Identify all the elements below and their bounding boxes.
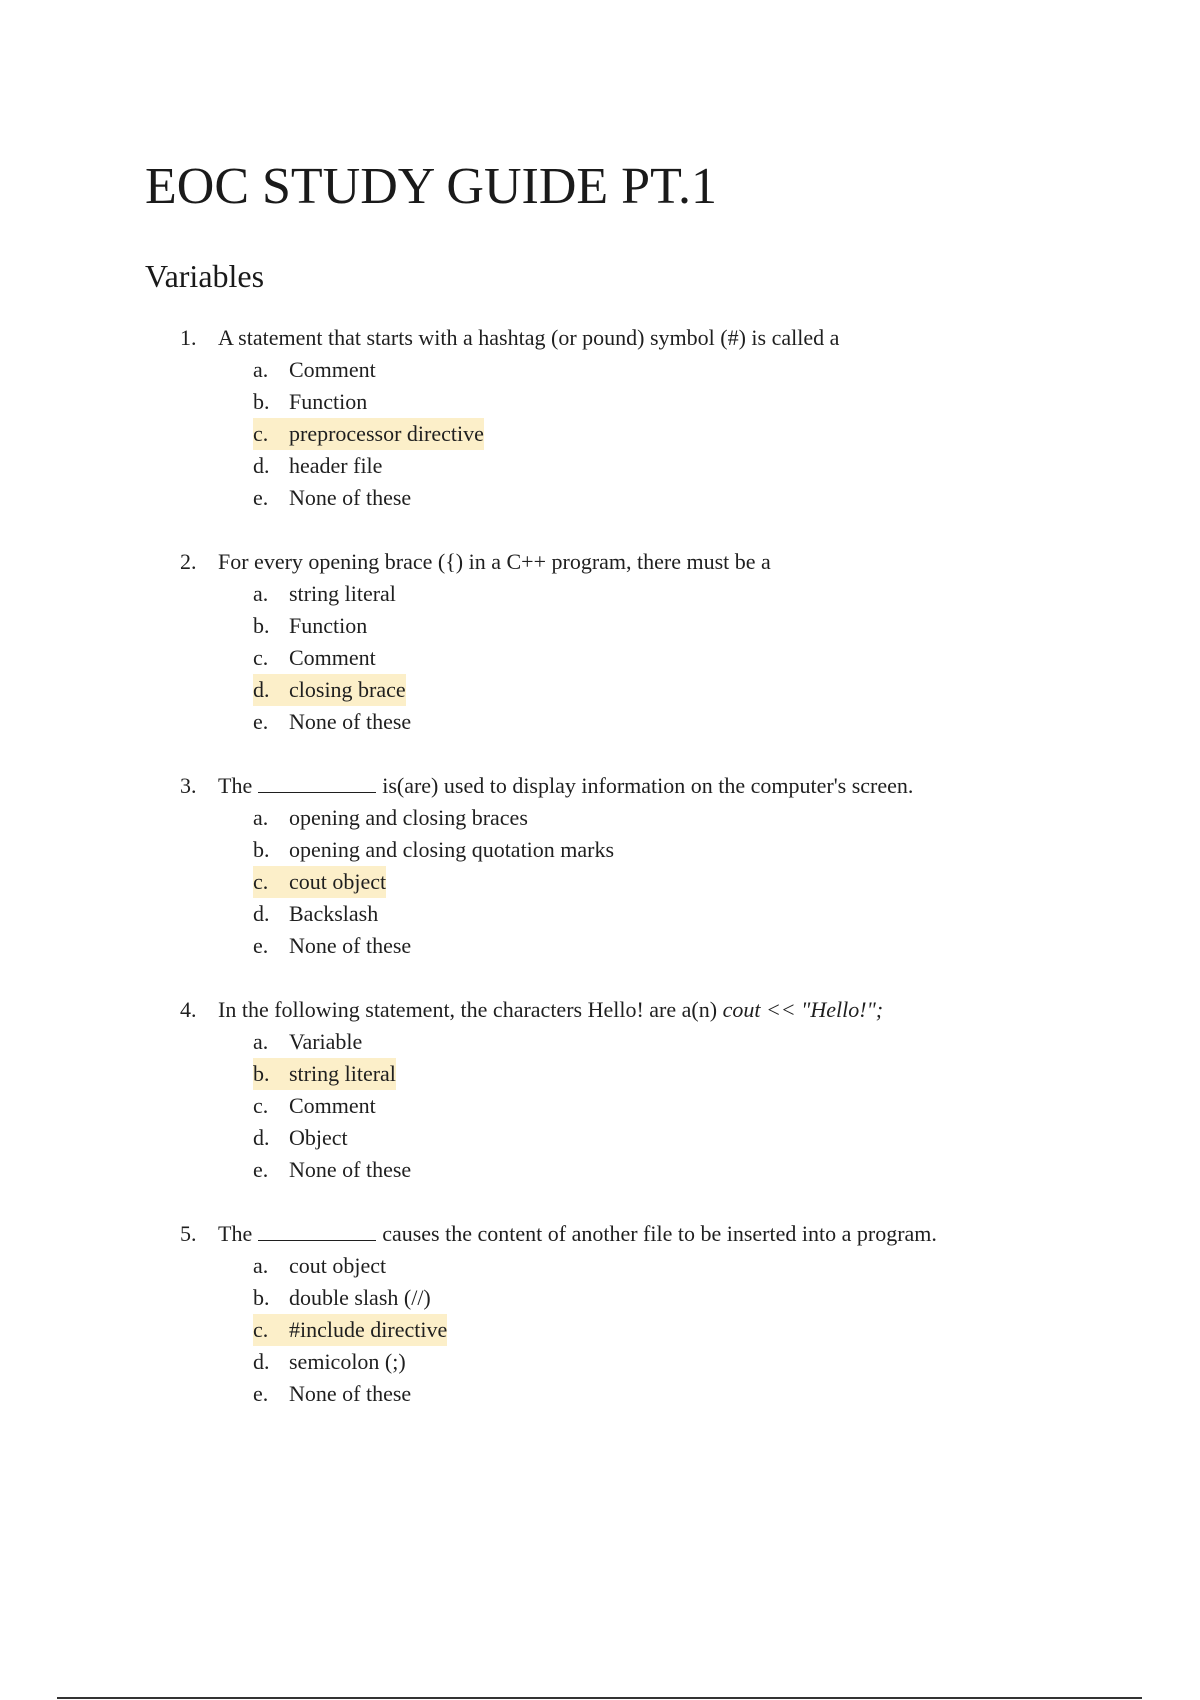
option-list: [180, 1026, 1080, 1186]
option-letter: e.: [253, 709, 269, 734]
option-letter: b.: [253, 389, 270, 414]
option-c: [253, 1090, 1080, 1122]
option-d: [253, 1346, 1080, 1378]
option-letter: b.: [253, 1285, 270, 1310]
question-stem: [180, 994, 1080, 1026]
option-text: #include directive: [289, 1317, 448, 1342]
option-b: [253, 386, 1080, 418]
question-text: For every opening brace ({) in a C++ program, there must be a: [218, 549, 771, 574]
option-b: [253, 610, 1080, 642]
option-text: opening and closing quotation marks: [289, 837, 615, 862]
option-text: Comment: [289, 1093, 376, 1118]
question-text-after: causes the content of another file to be inserted into a program.: [382, 1221, 937, 1246]
option-e: [253, 930, 1080, 962]
option-e: [253, 706, 1080, 738]
option-text: cout object: [289, 1253, 387, 1278]
option-text: Function: [289, 613, 368, 638]
option-text: Comment: [289, 645, 376, 670]
option-a: [253, 802, 1080, 834]
option-text: preprocessor directive: [289, 421, 484, 446]
option-c: [253, 418, 1080, 450]
question-text-after: is(are) used to display information on the computer's screen.: [382, 773, 914, 798]
option-d: [253, 1122, 1080, 1154]
question-list: [180, 322, 1080, 1442]
option-text: Object: [289, 1125, 348, 1150]
question-number: 2.: [180, 549, 197, 574]
option-letter: a.: [253, 1253, 269, 1278]
question-text: A statement that starts with a hashtag (or pound) symbol (#) is called a: [218, 325, 840, 350]
option-text: semicolon (;): [289, 1349, 406, 1374]
option-b: [253, 1058, 1080, 1090]
code-snippet: cout << "Hello!";: [722, 997, 884, 1022]
option-letter: a.: [253, 581, 269, 606]
option-d: [253, 450, 1080, 482]
option-d: [253, 674, 1080, 706]
question-stem: [180, 1218, 1080, 1250]
question-text-before: The: [218, 1221, 253, 1246]
option-text: Function: [289, 389, 368, 414]
option-letter: d.: [253, 453, 270, 478]
option-letter: b.: [253, 1061, 270, 1086]
option-letter: e.: [253, 485, 269, 510]
question-number: 4.: [180, 997, 197, 1022]
question-stem: [180, 546, 1080, 578]
question-number: 1.: [180, 325, 197, 350]
option-d: [253, 898, 1080, 930]
option-letter: b.: [253, 613, 270, 638]
question-text-before: The: [218, 773, 253, 798]
fill-in-blank: [258, 1220, 376, 1241]
option-text: None of these: [289, 1381, 412, 1406]
question-stem: [180, 322, 1080, 354]
question-number: 5.: [180, 1221, 197, 1246]
question-1: [180, 322, 1080, 514]
option-letter: c.: [253, 1317, 269, 1342]
option-letter: c.: [253, 869, 269, 894]
question-text-main: In the following statement, the characters Hello! are a(n): [218, 997, 718, 1022]
option-text: Variable: [289, 1029, 363, 1054]
option-e: [253, 482, 1080, 514]
option-letter: d.: [253, 1349, 270, 1374]
section-heading: Variables: [145, 258, 265, 294]
footer-divider: [57, 1697, 1142, 1699]
option-e: [253, 1154, 1080, 1186]
option-letter: d.: [253, 677, 270, 702]
question-text: [218, 1218, 937, 1250]
option-text: Comment: [289, 357, 376, 382]
option-b: [253, 834, 1080, 866]
option-letter: a.: [253, 805, 269, 830]
option-a: [253, 354, 1080, 386]
option-letter: a.: [253, 357, 269, 382]
question-3: [180, 770, 1080, 962]
option-text: cout object: [289, 869, 387, 894]
option-text: string literal: [289, 581, 396, 606]
option-list: [180, 802, 1080, 962]
option-list: [180, 1250, 1080, 1410]
question-text: [218, 770, 913, 802]
question-stem: [180, 770, 1080, 802]
option-c: [253, 1314, 1080, 1346]
option-text: opening and closing braces: [289, 805, 528, 830]
option-letter: c.: [253, 645, 269, 670]
option-letter: d.: [253, 901, 270, 926]
option-text: double slash (//): [289, 1285, 431, 1310]
option-letter: e.: [253, 933, 269, 958]
option-letter: c.: [253, 1093, 269, 1118]
option-text: header file: [289, 453, 383, 478]
option-text: None of these: [289, 933, 412, 958]
question-4: [180, 994, 1080, 1186]
question-2: [180, 546, 1080, 738]
option-letter: e.: [253, 1157, 269, 1182]
option-list: [180, 578, 1080, 738]
option-text: string literal: [289, 1061, 396, 1086]
option-letter: a.: [253, 1029, 269, 1054]
option-a: [253, 1250, 1080, 1282]
question-5: [180, 1218, 1080, 1410]
document-title: EOC STUDY GUIDE PT.1: [145, 158, 717, 215]
option-b: [253, 1282, 1080, 1314]
option-text: Backslash: [289, 901, 379, 926]
question-text: [218, 994, 883, 1026]
option-text: None of these: [289, 1157, 412, 1182]
option-e: [253, 1378, 1080, 1410]
option-c: [253, 866, 1080, 898]
option-letter: c.: [253, 421, 269, 446]
option-a: [253, 1026, 1080, 1058]
option-text: None of these: [289, 485, 412, 510]
option-a: [253, 578, 1080, 610]
option-letter: b.: [253, 837, 270, 862]
option-c: [253, 642, 1080, 674]
fill-in-blank: [258, 772, 376, 793]
option-text: closing brace: [289, 677, 406, 702]
option-text: None of these: [289, 709, 412, 734]
question-number: 3.: [180, 773, 197, 798]
option-list: [180, 354, 1080, 514]
option-letter: e.: [253, 1381, 269, 1406]
option-letter: d.: [253, 1125, 270, 1150]
